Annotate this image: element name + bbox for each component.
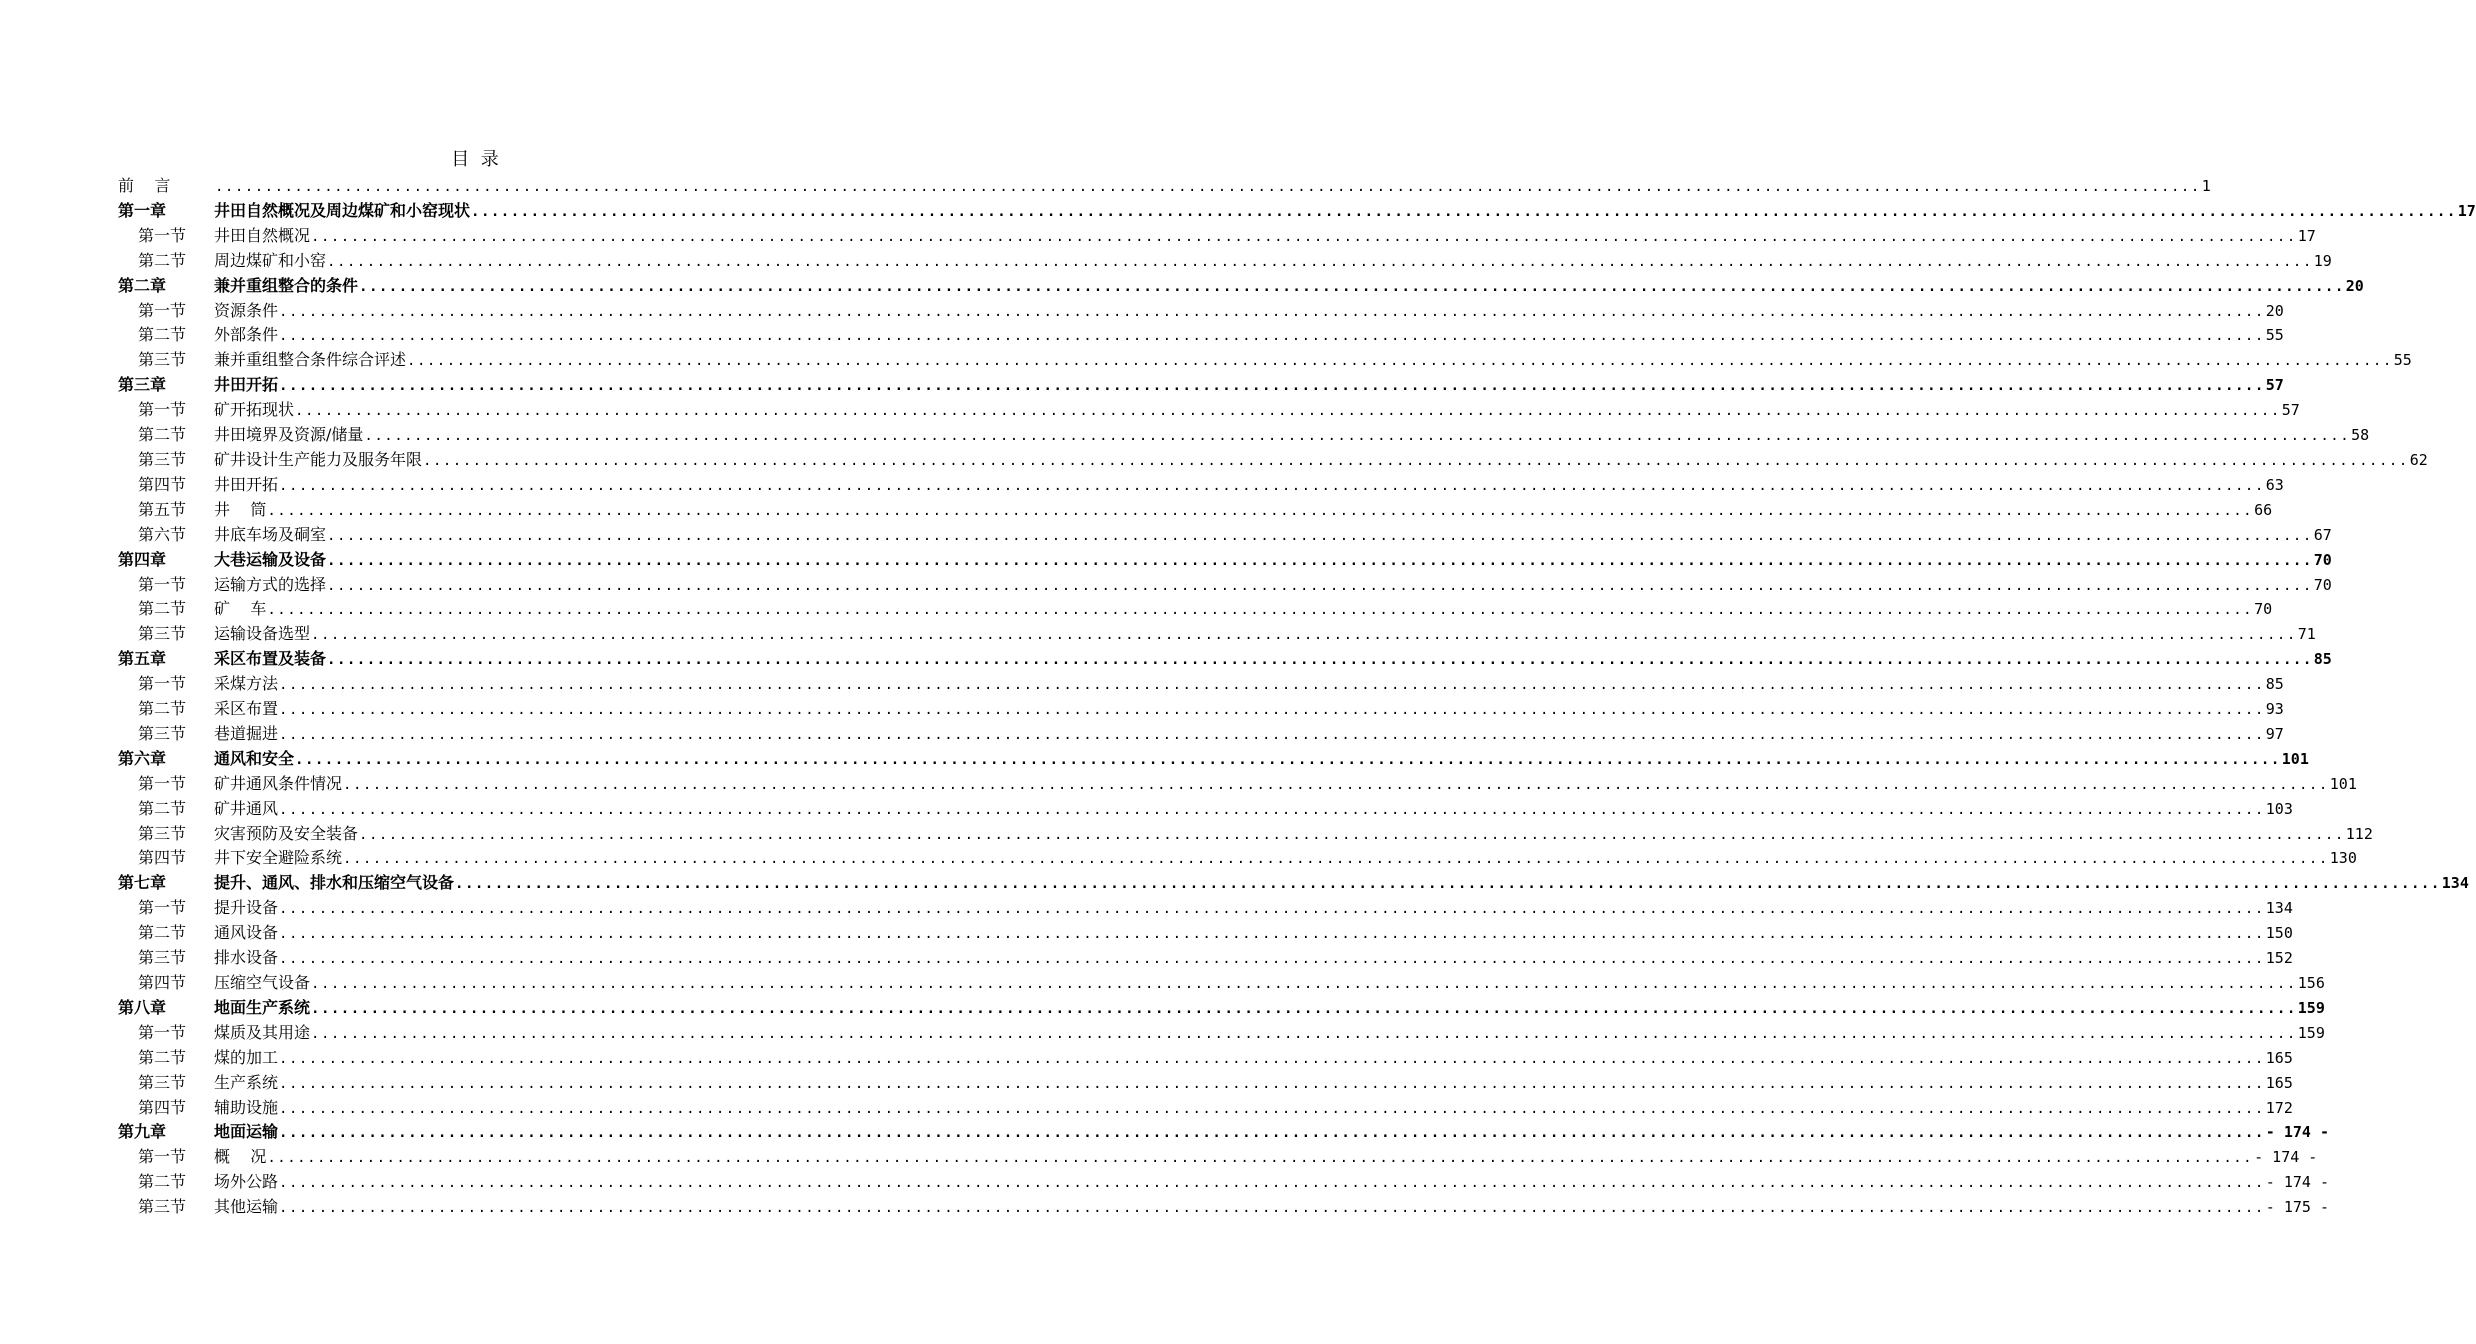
toc-entry-label: 井 筒	[214, 499, 267, 519]
toc-page-number: 159	[2297, 1023, 2325, 1042]
toc-section-entry[interactable]	[118, 1145, 2318, 1170]
toc-page-number: - 174 -	[2265, 1173, 2329, 1192]
toc-section-entry[interactable]	[118, 797, 2293, 822]
toc-entry-label: 灾害预防及安全装备	[214, 823, 359, 843]
toc-dot-leader: ........................................................................................................................................................................................................	[311, 1000, 2297, 1017]
toc-dot-leader: ........................................................................................................................................................................................................	[455, 876, 2441, 893]
toc-section-entry[interactable]	[118, 697, 2284, 722]
toc-entry-number: 第四节	[138, 1097, 187, 1117]
toc-page-number: 66	[2254, 500, 2273, 519]
toc-page-number: 85	[2313, 650, 2332, 669]
toc-entry-label: 矿 车	[214, 599, 267, 619]
toc-section-entry[interactable]	[118, 448, 2428, 473]
toc-dot-leader: ........................................................................................................................................................................................................	[267, 1150, 2254, 1167]
toc-page-number: 156	[2297, 974, 2325, 992]
toc-entry-number: 第二节	[138, 250, 187, 270]
toc-section-entry[interactable]	[118, 1046, 2293, 1071]
toc-chapter-entry[interactable]	[118, 548, 2332, 573]
toc-dot-leader: ........................................................................................................................................................................................................	[327, 552, 2313, 569]
toc-section-entry[interactable]	[118, 896, 2293, 921]
toc-page-number: 130	[2329, 849, 2357, 868]
toc-entry-number: 第一节	[138, 400, 187, 420]
toc-section-entry[interactable]	[118, 772, 2357, 797]
toc-dot-leader: ........................................................................................................................................................................................................	[407, 353, 2393, 370]
toc-dot-leader: ........................................................................................................................................................................................................	[279, 1050, 2265, 1067]
toc-section-entry[interactable]	[118, 423, 2370, 448]
toc-dot-leader: ........................................................................................................................................................................................................	[327, 253, 2313, 270]
toc-section-entry[interactable]	[118, 398, 2300, 423]
toc-page-number: 134	[2441, 874, 2469, 893]
toc-entry-label: 矿开拓现状	[214, 400, 295, 420]
toc-page-number: - 174 -	[2265, 1123, 2329, 1142]
toc-section-entry[interactable]	[118, 597, 2273, 622]
toc-entry-number: 第二节	[138, 425, 187, 445]
toc-entry-label: 采区布置	[214, 699, 279, 719]
toc-dot-leader: ........................................................................................................................................................................................................	[279, 378, 2265, 395]
toc-entry-number: 第一节	[138, 574, 187, 594]
toc-section-entry[interactable]	[118, 921, 2293, 946]
toc-dot-leader: ........................................................................................................................................................................................................	[279, 677, 2265, 694]
toc-entry-number: 第一节	[138, 1022, 187, 1042]
toc-dot-leader: ........................................................................................................................................................................................................	[267, 602, 2254, 619]
toc-entry-label: 运输方式的选择	[214, 574, 327, 594]
toc-page-number: 101	[2329, 774, 2357, 793]
toc-page-number: 17	[2457, 201, 2476, 220]
toc-entry-number: 第三节	[138, 624, 187, 644]
toc-section-entry[interactable]	[118, 822, 2373, 847]
toc-chapter-entry[interactable]	[118, 274, 2364, 299]
toc-page-number: 97	[2265, 724, 2284, 743]
toc-entry-number: 第二节	[138, 923, 187, 943]
toc-section-entry[interactable]	[118, 1096, 2293, 1121]
toc-entry-label: 采区布置及装备	[214, 649, 327, 669]
toc-dot-leader: ........................................................................................................................................................................................................	[327, 527, 2313, 544]
toc-section-entry[interactable]	[118, 573, 2332, 598]
toc-page-number: 172	[2265, 1098, 2293, 1117]
toc-entry-label: 地面生产系统	[214, 997, 311, 1017]
toc-entry-number: 第四节	[138, 474, 187, 494]
toc-section-entry[interactable]	[118, 946, 2293, 971]
toc-entry-number: 第二节	[138, 699, 187, 719]
toc-entry-label: 井田自然概况	[214, 225, 311, 245]
table-of-contents	[118, 174, 2476, 1220]
toc-page-number: 152	[2265, 949, 2293, 968]
toc-section-entry[interactable]	[118, 846, 2357, 871]
toc-entry-number: 第七章	[118, 873, 167, 893]
toc-section-entry[interactable]	[118, 473, 2284, 498]
toc-dot-leader: ........................................................................................................................................................................................................	[279, 1200, 2265, 1217]
toc-dot-leader: ........................................................................................................................................................................................................	[295, 751, 2281, 768]
toc-entry-number: 第三节	[138, 948, 187, 968]
toc-entry-number: 第一节	[138, 674, 187, 694]
toc-entry-label: 煤的加工	[214, 1047, 279, 1067]
toc-dot-leader: ........................................................................................................................................................................................................	[311, 1025, 2297, 1042]
toc-entry-label: 兼并重组整合条件综合评述	[214, 350, 407, 370]
toc-page-number: 70	[2313, 575, 2332, 594]
toc-chapter-entry[interactable]	[118, 871, 2469, 896]
toc-entry-label: 提升设备	[214, 898, 279, 918]
toc-page-number: 62	[2409, 450, 2428, 469]
toc-entry-label: 矿井通风	[214, 798, 279, 818]
toc-page-number: 19	[2313, 251, 2332, 270]
toc-entry-label: 压缩空气设备	[214, 973, 311, 992]
toc-entry-label: 井田自然概况及周边煤矿和小窑现状	[214, 200, 471, 220]
toc-page-number: - 174 -	[2254, 1148, 2318, 1167]
toc-chapter-entry[interactable]	[118, 373, 2284, 398]
toc-entry-label: 通风设备	[214, 923, 279, 943]
toc-dot-leader: ........................................................................................................................................................................................................	[295, 403, 2281, 420]
toc-entry-label: 井田境界及资源/储量	[214, 425, 364, 445]
toc-entry-number: 第一节	[138, 1147, 187, 1167]
toc-entry-label: 大巷运输及设备	[214, 549, 327, 569]
toc-section-entry[interactable]	[118, 323, 2284, 348]
toc-page-number: 101	[2281, 749, 2309, 768]
toc-page-number: 70	[2254, 600, 2273, 619]
toc-chapter-entry[interactable]	[118, 747, 2309, 772]
toc-entry-number: 第五节	[138, 499, 187, 519]
toc-dot-leader: ........................................................................................................................................................................................................	[279, 801, 2265, 818]
toc-section-entry[interactable]	[118, 224, 2316, 249]
toc-chapter-entry[interactable]	[118, 996, 2325, 1021]
toc-page-number: 134	[2265, 899, 2293, 918]
toc-page-number: 70	[2313, 550, 2332, 569]
toc-dot-leader: ........................................................................................................................................................................................................	[423, 452, 2409, 469]
toc-page-number: 63	[2265, 475, 2284, 494]
toc-page-number: 150	[2265, 924, 2293, 943]
toc-entry-label: 其他运输	[214, 1197, 279, 1217]
toc-entry-number: 第三节	[138, 823, 187, 843]
toc-page-number: 57	[2281, 401, 2300, 420]
toc-entry-label: 地面运输	[214, 1122, 279, 1142]
toc-entry-label: 辅助设施	[214, 1097, 279, 1117]
toc-page-number: 20	[2265, 301, 2284, 320]
toc-dot-leader: ........................................................................................................................................................................................................	[279, 726, 2265, 743]
toc-dot-leader: ........................................................................................................................................................................................................	[364, 428, 2351, 445]
toc-dot-leader: ........................................................................................................................................................................................................	[343, 776, 2329, 793]
toc-entry-label: 提升、通风、排水和压缩空气设备	[214, 873, 455, 893]
toc-entry-label: 采煤方法	[214, 674, 279, 694]
toc-dot-leader: ........................................................................................................................................................................................................	[279, 951, 2265, 968]
toc-entry-label: 井田开拓	[214, 474, 279, 494]
toc-page-number: 67	[2313, 525, 2332, 544]
toc-entry-label: 外部条件	[214, 325, 279, 345]
toc-dot-leader: ........................................................................................................................................................................................................	[471, 203, 2457, 220]
toc-page-number: 159	[2297, 998, 2325, 1017]
toc-section-entry[interactable]	[118, 971, 2325, 996]
toc-page-number: 103	[2265, 799, 2293, 818]
toc-page-number: 20	[2345, 276, 2364, 295]
toc-dot-leader: ........................................................................................................................................................................................................	[327, 577, 2313, 594]
toc-entry-number: 第一节	[138, 898, 187, 918]
toc-dot-leader: ........................................................................................................................................................................................................	[343, 851, 2329, 868]
toc-entry-number: 第一节	[138, 773, 187, 793]
toc-dot-leader: ........................................................................................................................................................................................................	[311, 228, 2297, 245]
toc-page-number: 17	[2297, 226, 2316, 245]
toc-entry-label: 井田开拓	[214, 375, 279, 395]
toc-dot-leader: ........................................................................................................................................................................................................	[279, 926, 2265, 943]
toc-entry-number: 第一节	[138, 225, 187, 245]
toc-entry-label: 生产系统	[214, 1072, 279, 1092]
toc-page-number: 58	[2351, 426, 2370, 445]
toc-section-entry[interactable]	[118, 1021, 2325, 1046]
toc-entry-number: 前 言	[118, 176, 171, 195]
toc-dot-leader: ........................................................................................................................................................................................................	[279, 702, 2265, 719]
toc-entry-label: 周边煤矿和小窑	[214, 250, 327, 270]
toc-dot-leader: ........................................................................................................................................................................................................	[327, 652, 2313, 669]
toc-entry-number: 第三节	[138, 1197, 187, 1217]
toc-entry-label: 兼并重组整合的条件	[214, 275, 359, 295]
toc-section-entry[interactable]	[118, 722, 2284, 747]
toc-entry-number: 第八章	[118, 997, 167, 1017]
toc-entry-label: 井底车场及硐室	[214, 524, 327, 544]
toc-entry-label: 运输设备选型	[214, 624, 311, 644]
toc-dot-leader: ........................................................................................................................................................................................................	[311, 976, 2297, 992]
toc-entry-number: 第五章	[118, 649, 167, 669]
toc-entry-label: 概 况	[214, 1147, 267, 1167]
toc-dot-leader: ........................................................................................................................................................................................................	[359, 826, 2345, 843]
toc-entry-label: 场外公路	[214, 1172, 279, 1192]
toc-entry-label: 煤质及其用途	[214, 1022, 311, 1042]
toc-chapter-entry[interactable]	[118, 199, 2476, 224]
toc-page-number: 57	[2265, 376, 2284, 395]
toc-page-number: 55	[2265, 326, 2284, 345]
toc-dot-leader: ........................................................................................................................................................................................................	[359, 278, 2345, 295]
toc-section-entry[interactable]	[118, 1195, 2329, 1220]
toc-dot-leader: ........................................................................................................................................................................................................	[311, 627, 2297, 644]
toc-entry-number: 第三章	[118, 375, 167, 395]
toc-entry-label: 资源条件	[214, 300, 279, 320]
toc-page-number: 165	[2265, 1048, 2293, 1067]
toc-entry-label: 通风和安全	[214, 748, 295, 768]
toc-page-number: 85	[2265, 675, 2284, 694]
toc-entry-number: 第二节	[138, 798, 187, 818]
toc-page-number: - 175 -	[2265, 1198, 2329, 1217]
toc-entry-number: 第四章	[118, 549, 167, 569]
toc-dot-leader: ........................................................................................................................................................................................................	[279, 477, 2265, 494]
toc-preface-entry[interactable]	[118, 174, 2211, 199]
toc-dot-leader: ........................................................................................................................................................................................................	[279, 328, 2265, 345]
toc-section-entry[interactable]	[118, 348, 2412, 373]
toc-section-entry[interactable]	[118, 622, 2316, 647]
toc-dot-leader: ........................................................................................................................................................................................................	[267, 502, 2254, 519]
toc-title: 目 录	[451, 149, 499, 170]
toc-entry-number: 第一章	[118, 200, 167, 220]
toc-entry-number: 第二节	[138, 1172, 187, 1192]
toc-dot-leader: ........................................................................................................................................................................................................	[279, 1175, 2265, 1192]
toc-entry-label: 矿井通风条件情况	[214, 773, 343, 793]
toc-dot-leader: ........................................................................................................................................................................................................	[279, 1075, 2265, 1092]
toc-entry-number: 第一节	[138, 300, 187, 320]
toc-section-entry[interactable]	[118, 299, 2284, 324]
toc-entry-number: 第四节	[138, 973, 187, 992]
toc-entry-label: 井下安全避险系统	[214, 848, 343, 868]
toc-entry-number: 第二节	[138, 1047, 187, 1067]
toc-entry-number: 第六节	[138, 524, 187, 544]
toc-chapter-entry[interactable]	[118, 647, 2332, 672]
toc-chapter-entry[interactable]	[118, 1120, 2329, 1145]
toc-section-entry[interactable]	[118, 672, 2284, 697]
toc-section-entry[interactable]	[118, 249, 2332, 274]
toc-entry-label: 矿井设计生产能力及服务年限	[214, 449, 423, 469]
toc-entry-number: 第三节	[138, 350, 187, 370]
toc-entry-number: 第六章	[118, 748, 167, 768]
toc-section-entry[interactable]	[118, 1170, 2329, 1195]
toc-entry-number: 第二节	[138, 599, 187, 619]
toc-section-entry[interactable]	[118, 1071, 2293, 1096]
toc-section-entry[interactable]	[118, 523, 2332, 548]
toc-entry-number: 第二章	[118, 275, 167, 295]
toc-dot-leader: ........................................................................................................................................................................................................	[279, 901, 2265, 918]
toc-entry-number: 第三节	[138, 723, 187, 743]
toc-page-number: 71	[2297, 625, 2316, 644]
toc-page-number: 93	[2265, 700, 2284, 719]
toc-entry-number: 第三节	[138, 1072, 187, 1092]
toc-section-entry[interactable]	[118, 498, 2273, 523]
toc-dot-leader: ........................................................................................................................................................................................................	[215, 179, 2201, 195]
toc-entry-number: 第三节	[138, 449, 187, 469]
toc-dot-leader: ........................................................................................................................................................................................................	[279, 303, 2265, 320]
toc-page-number: 165	[2265, 1073, 2293, 1092]
toc-page-number: 1	[2201, 177, 2211, 195]
toc-entry-label: 排水设备	[214, 948, 279, 968]
toc-entry-number: 第九章	[118, 1122, 167, 1142]
toc-dot-leader: ........................................................................................................................................................................................................	[279, 1125, 2265, 1142]
toc-page-number: 112	[2345, 824, 2373, 843]
toc-entry-number: 第四节	[138, 848, 187, 868]
toc-entry-number: 第二节	[138, 325, 187, 345]
toc-page-number: 55	[2393, 351, 2412, 370]
toc-dot-leader: ........................................................................................................................................................................................................	[279, 1100, 2265, 1117]
toc-entry-label: 巷道掘进	[214, 723, 279, 743]
